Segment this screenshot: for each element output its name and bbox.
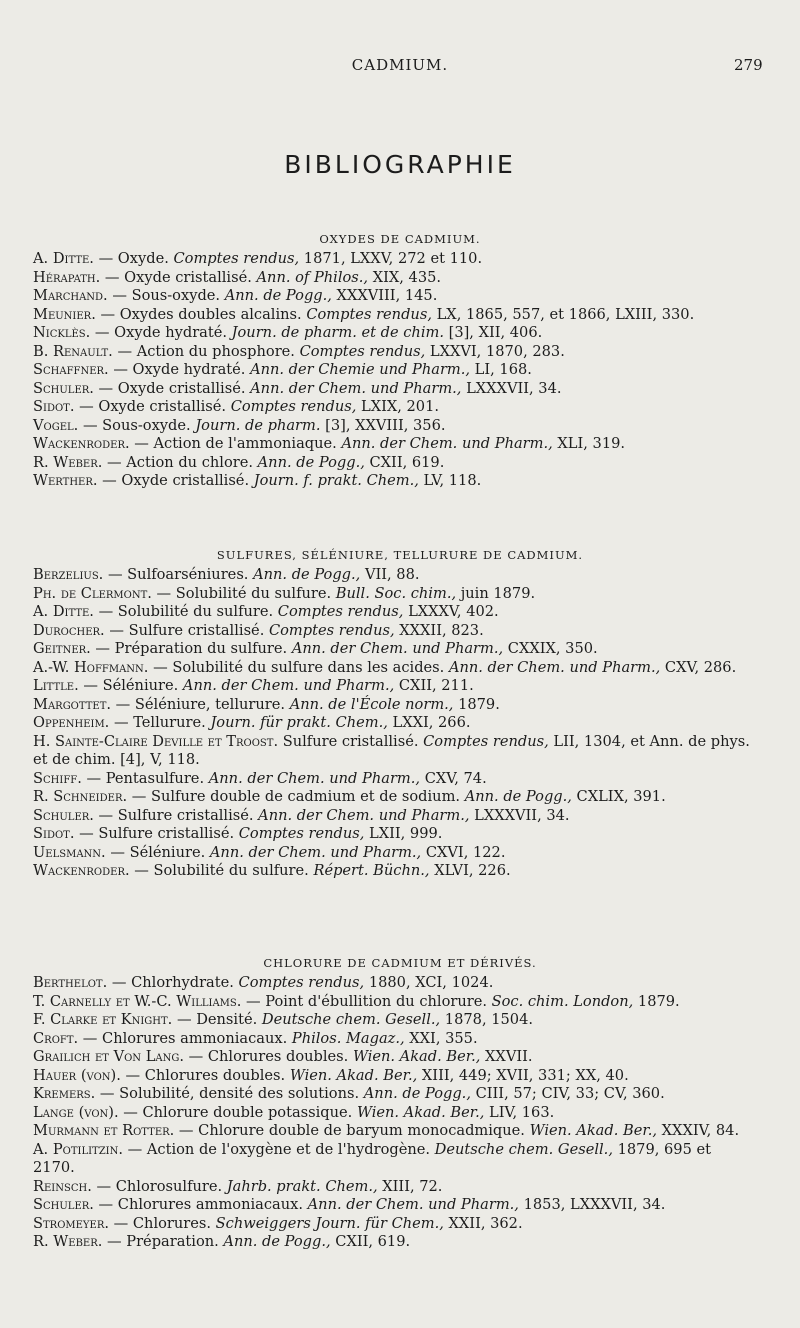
entry-journal: Ann. de Pogg., (224, 287, 332, 304)
entry-journal: Philos. Magaz., (291, 1029, 405, 1047)
entry-description: — Oxyde cristallisé. (100, 268, 257, 286)
entry-reference: LXXXV, 402. (403, 603, 499, 620)
entry-description: — Préparation. (102, 1233, 224, 1250)
bibliography-entry (0, 1067, 800, 1086)
bibliography-list (0, 566, 800, 881)
entry-reference: XXII, 362. (443, 1214, 523, 1232)
entry-description: — Solubilité du sulfure dans les acides. (148, 658, 449, 676)
entry-reference: [3], XXVIII, 356. (320, 416, 446, 434)
entry-reference: LXIX, 201. (356, 398, 440, 415)
bibliography-entry (0, 361, 800, 380)
entry-reference: CXXIX, 350. (503, 640, 598, 657)
entry-author: R. Weber. (33, 1233, 103, 1250)
entry-journal: Schweiggers Journ. für Chem., (215, 1214, 444, 1232)
entry-journal: Ann. of Philos., (256, 268, 369, 286)
entry-journal: Ann. der Chem. und Pharm., (291, 640, 504, 657)
entry-reference: XIII, 449; XVII, 331; XX, 40. (417, 1066, 629, 1084)
entry-author: A. Potilitzin. (33, 1140, 124, 1158)
bibliography-entry (0, 714, 800, 733)
entry-description: — Préparation du sulfure. (90, 640, 292, 657)
entry-author: Nicklès. (33, 324, 91, 341)
section-heading: SULFURES, SÉLÉNIURE, TELLURURE DE CADMIUM. (216, 548, 584, 562)
entry-reference: CXII, 211. (394, 677, 474, 694)
entry-reference: CXV, 74. (420, 769, 487, 787)
entry-author: Margottet. (33, 695, 112, 713)
entry-journal: Deutsche chem. Gesell., (434, 1140, 613, 1158)
entry-description: — Sulfure cristallisé. (93, 806, 259, 824)
entry-journal: Jahrb. prakt. Chem., (226, 1177, 378, 1195)
bibliography-entry (0, 1215, 800, 1234)
entry-description: — Oxyde hydraté. (108, 361, 251, 378)
entry-journal: Ann. de Pogg., (363, 1085, 471, 1102)
entry-author: R. Schneider. (33, 788, 128, 805)
entry-reference: LXII, 999. (364, 825, 443, 842)
entry-journal: Journ. f. prakt. Chem., (253, 472, 419, 489)
entry-reference: LX, 1865, 557, et 1866, LXIII, 330. (431, 305, 695, 323)
entry-author: Uelsmann. (33, 843, 106, 861)
entry-author: Wackenroder. (33, 435, 130, 452)
bibliography-entry (0, 324, 800, 343)
section-heading: OXYDES DE CADMIUM. (319, 232, 481, 246)
entry-journal: Ann. der Chem. und Pharm., (209, 843, 422, 861)
entry-reference: XXXVIII, 145. (331, 287, 438, 304)
entry-description: — Séléniure, tellurure. (111, 695, 290, 713)
entry-author: H. Sainte-Claire Deville et Troost. (33, 732, 279, 750)
entry-reference: LXXI, 266. (387, 714, 471, 731)
bibliography-entry (0, 585, 800, 604)
entry-journal: Ann. der Chem. und Pharm., (250, 379, 462, 397)
entry-description: — Action du chlore. (102, 453, 258, 471)
entry-reference: juin 1879. (456, 584, 536, 602)
entry-description: Sulfure cristallisé. (278, 732, 424, 750)
entry-reference: 1853, LXXXVII, 34. (518, 1196, 666, 1213)
bibliography-entry (0, 1030, 800, 1049)
entry-journal: Deutsche chem. Gesell., (261, 1011, 441, 1028)
entry-description: — Sulfure cristallisé. (74, 825, 239, 842)
bibliography-entry (0, 825, 800, 844)
entry-reference: XXI, 355. (404, 1029, 478, 1047)
bibliography-entry (0, 603, 800, 622)
bibliography-entry (0, 1141, 800, 1178)
entry-reference: 1879. (453, 695, 500, 713)
section-chlorure (0, 952, 800, 1252)
entry-journal: Journ. de pharm. et de chim. (231, 324, 444, 341)
bibliography-entry (0, 974, 800, 993)
bibliography-entry (0, 1104, 800, 1123)
entry-reference: CXLIX, 391. (571, 788, 666, 805)
entry-description: — Chlorures ammoniacaux. (78, 1029, 292, 1047)
bibliography-entry (0, 1048, 800, 1067)
entry-description: — Chlorosulfure. (91, 1177, 227, 1195)
bibliography-entry (0, 770, 800, 789)
entry-description: — Chlorures doubles. (120, 1066, 290, 1084)
entry-journal: Comptes rendus, (173, 250, 300, 267)
entry-author: Oppenheim. (33, 714, 110, 731)
bibliography-entry (0, 398, 800, 417)
entry-author: Murmann et Rotter. (33, 1122, 175, 1139)
entry-journal: Comptes rendus, (230, 398, 357, 415)
entry-reference: CXVI, 122. (421, 843, 506, 861)
entry-author: Schiff. (33, 769, 82, 787)
entry-reference: XIX, 435. (368, 268, 442, 286)
entry-author: A.-W. Hoffmann. (33, 658, 149, 676)
entry-description: — Chlorures doubles. (184, 1048, 353, 1065)
entry-reference: 1880, XCI, 1024. (364, 974, 494, 991)
entry-description: — Solubilité du sulfure. (129, 862, 314, 879)
entry-description: — Sulfoarséniures. (103, 566, 254, 583)
bibliography-entry (0, 1233, 800, 1252)
entry-journal: Ann. der Chemie und Pharm., (250, 361, 471, 378)
bibliography-entry (0, 269, 800, 288)
entry-journal: Wien. Akad. Ber., (356, 1103, 485, 1121)
entry-author: Stromeyer. (33, 1214, 110, 1232)
entry-author: Geitner. (33, 640, 91, 657)
entry-author: Berzelius. (33, 566, 104, 583)
bibliography-entry (0, 659, 800, 678)
section-sulfures (0, 544, 800, 881)
bibliography-entry (0, 1122, 800, 1141)
entry-author: R. Weber. (33, 453, 103, 471)
bibliography-entry (0, 1085, 800, 1104)
entry-description: — Sulfure cristallisé. (104, 621, 269, 639)
section-oxydes (0, 228, 800, 491)
entry-description: — Sous-oxyde. (107, 287, 225, 304)
page-number: 279 (734, 56, 763, 74)
entry-author: Schuler. (33, 379, 94, 397)
entry-reference: LXXXVII, 34. (461, 379, 562, 397)
entry-description: — Action du phosphore. (112, 342, 300, 360)
bibliography-entry (0, 417, 800, 436)
entry-reference: LII, 1304, et Ann. de phys. et de chim. [4], V, 118. (33, 732, 750, 768)
entry-reference: XLVI, 226. (429, 862, 511, 879)
entry-reference: XXVII. (480, 1048, 533, 1065)
entry-author: Lange (von). (33, 1103, 119, 1121)
entry-author: T. Carnelly et W.-C. Williams. (33, 992, 242, 1010)
bibliography-entry (0, 1011, 800, 1030)
entry-journal: Ann. de Pogg., (253, 566, 361, 583)
entry-description: — Chlorure double potassique. (118, 1103, 357, 1121)
entry-reference: VII, 88. (360, 566, 420, 583)
entry-journal: Comptes rendus, (238, 825, 365, 842)
entry-journal: Ann. der Chem. und Pharm., (307, 1196, 519, 1213)
entry-author: Croft. (33, 1029, 79, 1047)
entry-journal: Soc. chim. London, (491, 992, 634, 1010)
entry-journal: Wien. Akad. Ber., (352, 1048, 481, 1065)
entry-author: Wackenroder. (33, 862, 130, 879)
entry-reference: LXXVI, 1870, 283. (425, 342, 565, 360)
entry-reference: 1871, LXXV, 272 et 110. (299, 250, 483, 267)
entry-description: — Chlorures. (109, 1214, 216, 1232)
entry-description: — Chlorure double de baryum monocadmique. (174, 1122, 530, 1139)
entry-author: Sidot. (33, 825, 75, 842)
bibliography-entry (0, 435, 800, 454)
entry-author: Berthelot. (33, 974, 108, 991)
entry-description: — Action de l'oxygène et de l'hydrogène. (123, 1140, 435, 1158)
entry-reference: CXII, 619. (364, 453, 445, 471)
entry-journal: Wien. Akad. Ber., (289, 1066, 418, 1084)
entry-reference: CIII, 57; CIV, 33; CV, 360. (470, 1085, 665, 1102)
entry-author: Vogel. (33, 416, 79, 434)
entry-description: — Séléniure. (78, 677, 183, 694)
entry-author: Hauer (von). (33, 1066, 121, 1084)
entry-description: — Sulfure double de cadmium et de sodium. (127, 788, 465, 805)
entry-journal: Comptes rendus, (299, 342, 426, 360)
entry-journal: Ann. der Chem. und Pharm., (182, 677, 395, 694)
bibliography-entry (0, 1178, 800, 1197)
entry-description: — Pentasulfure. (81, 769, 209, 787)
entry-journal: Ann. de Pogg., (223, 1233, 331, 1250)
entry-description: — Oxyde. (93, 250, 174, 267)
entry-description: — Tellurure. (109, 714, 211, 731)
entry-journal: Comptes rendus, (238, 974, 365, 991)
entry-reference: CXV, 286. (660, 658, 737, 676)
bibliography-entry (0, 472, 800, 491)
entry-reference: XLI, 319. (552, 435, 626, 452)
bibliography-entry (0, 250, 800, 269)
entry-author: Schuler. (33, 806, 94, 824)
entry-author: Meunier. (33, 305, 96, 323)
entry-reference: LV, 118. (418, 472, 482, 489)
entry-description: — Densité. (172, 1011, 262, 1028)
entry-journal: Ann. de Pogg., (257, 453, 365, 471)
entry-author: Reinsch. (33, 1177, 92, 1195)
entry-description: — Séléniure. (105, 843, 210, 861)
entry-description: — Oxyde hydraté. (90, 324, 232, 341)
entry-journal: Journ. de pharm. (195, 416, 321, 434)
entry-author: Sidot. (33, 398, 75, 415)
entry-description: — Chlorhydrate. (107, 974, 239, 991)
entry-journal: Comptes rendus, (277, 603, 404, 620)
entry-journal: Ann. der Chem. und Pharm., (208, 769, 421, 787)
bibliography-entry (0, 733, 800, 770)
bibliography-entry (0, 287, 800, 306)
entry-journal: Ann. der Chem. und Pharm., (341, 435, 553, 452)
page-title: BIBLIOGRAPHIE (284, 150, 516, 179)
entry-description: — Solubilité du sulfure. (93, 603, 278, 620)
entry-journal: Journ. für prakt. Chem., (210, 714, 388, 731)
bibliography-entry (0, 993, 800, 1012)
bibliography-entry (0, 454, 800, 473)
entry-description: — Solubilité du sulfure. (151, 584, 336, 602)
entry-reference: LI, 168. (470, 361, 532, 378)
entry-description: — Oxyde cristallisé. (97, 472, 254, 489)
entry-reference: CXII, 619. (330, 1233, 411, 1250)
bibliography-entry (0, 306, 800, 325)
bibliography-entry (0, 640, 800, 659)
entry-journal: Ann. de l'École norm., (289, 695, 454, 713)
entry-author: Little. (33, 677, 79, 694)
entry-journal: Comptes rendus, (306, 305, 432, 323)
entry-description: — Action de l'ammoniaque. (129, 435, 342, 452)
entry-journal: Ann. der Chem. und Pharm., (258, 806, 470, 824)
running-header: CADMIUM. (351, 56, 449, 74)
entry-description: — Chlorures ammoniacaux. (93, 1196, 308, 1213)
bibliography-entry (0, 622, 800, 641)
entry-reference: 1879. (633, 992, 680, 1010)
entry-author: A. Ditte. (33, 603, 94, 620)
entry-author: F. Clarke et Knight. (33, 1011, 173, 1028)
bibliography-entry (0, 566, 800, 585)
entry-description: — Point d'ébullition du chlorure. (241, 992, 492, 1010)
entry-reference: XXXII, 823. (394, 621, 484, 639)
entry-author: Schuler. (33, 1196, 94, 1213)
bibliography-entry (0, 677, 800, 696)
entry-author: Hérapath. (33, 268, 101, 286)
bibliography-list (0, 974, 800, 1252)
entry-description: — Solubilité, densité des solutions. (95, 1085, 364, 1102)
entry-author: Grailich et Von Lang. (33, 1048, 184, 1065)
bibliography-entry (0, 380, 800, 399)
entry-reference: [3], XII, 406. (443, 324, 543, 341)
entry-journal: Comptes rendus, (268, 621, 395, 639)
entry-author: Kremers. (33, 1085, 96, 1102)
bibliography-entry (0, 844, 800, 863)
entry-reference: 1878, 1504. (440, 1011, 534, 1028)
entry-journal: Ann. der Chem. und Pharm., (448, 658, 661, 676)
entry-author: Durocher. (33, 621, 105, 639)
entry-journal: Ann. de Pogg., (464, 788, 572, 805)
bibliography-entry (0, 1196, 800, 1215)
section-heading: CHLORURE DE CADMIUM ET DÉRIVÉS. (263, 956, 537, 970)
entry-reference: LXXXVII, 34. (469, 806, 570, 824)
entry-author: Ph. de Clermont. (33, 584, 152, 602)
bibliography-entry (0, 788, 800, 807)
entry-journal: Wien. Akad. Ber., (529, 1122, 658, 1139)
entry-journal: Comptes rendus, (423, 732, 549, 750)
bibliography-entry (0, 807, 800, 826)
entry-journal: Répert. Büchn., (313, 862, 430, 879)
entry-reference: 1879, 695 et 2170. (33, 1140, 712, 1176)
entry-author: B. Renault. (33, 342, 113, 360)
entry-description: — Sous-oxyde. (78, 416, 196, 434)
entry-author: Schaffner. (33, 361, 109, 378)
entry-reference: LIV, 163. (484, 1103, 555, 1121)
entry-description: — Oxyde cristallisé. (74, 398, 231, 415)
entry-description: — Oxyde cristallisé. (93, 379, 251, 397)
entry-reference: XXXIV, 84. (657, 1122, 740, 1139)
entry-reference: XIII, 72. (377, 1177, 443, 1195)
bibliography-list (0, 250, 800, 491)
entry-journal: Bull. Soc. chim., (335, 584, 457, 602)
entry-author: Marchand. (33, 287, 108, 304)
entry-description: — Oxydes doubles alcalins. (95, 305, 307, 323)
bibliography-entry (0, 343, 800, 362)
entry-author: A. Ditte. (33, 250, 94, 267)
bibliography-entry (0, 696, 800, 715)
bibliography-entry (0, 862, 800, 881)
entry-author: Werther. (33, 472, 98, 489)
